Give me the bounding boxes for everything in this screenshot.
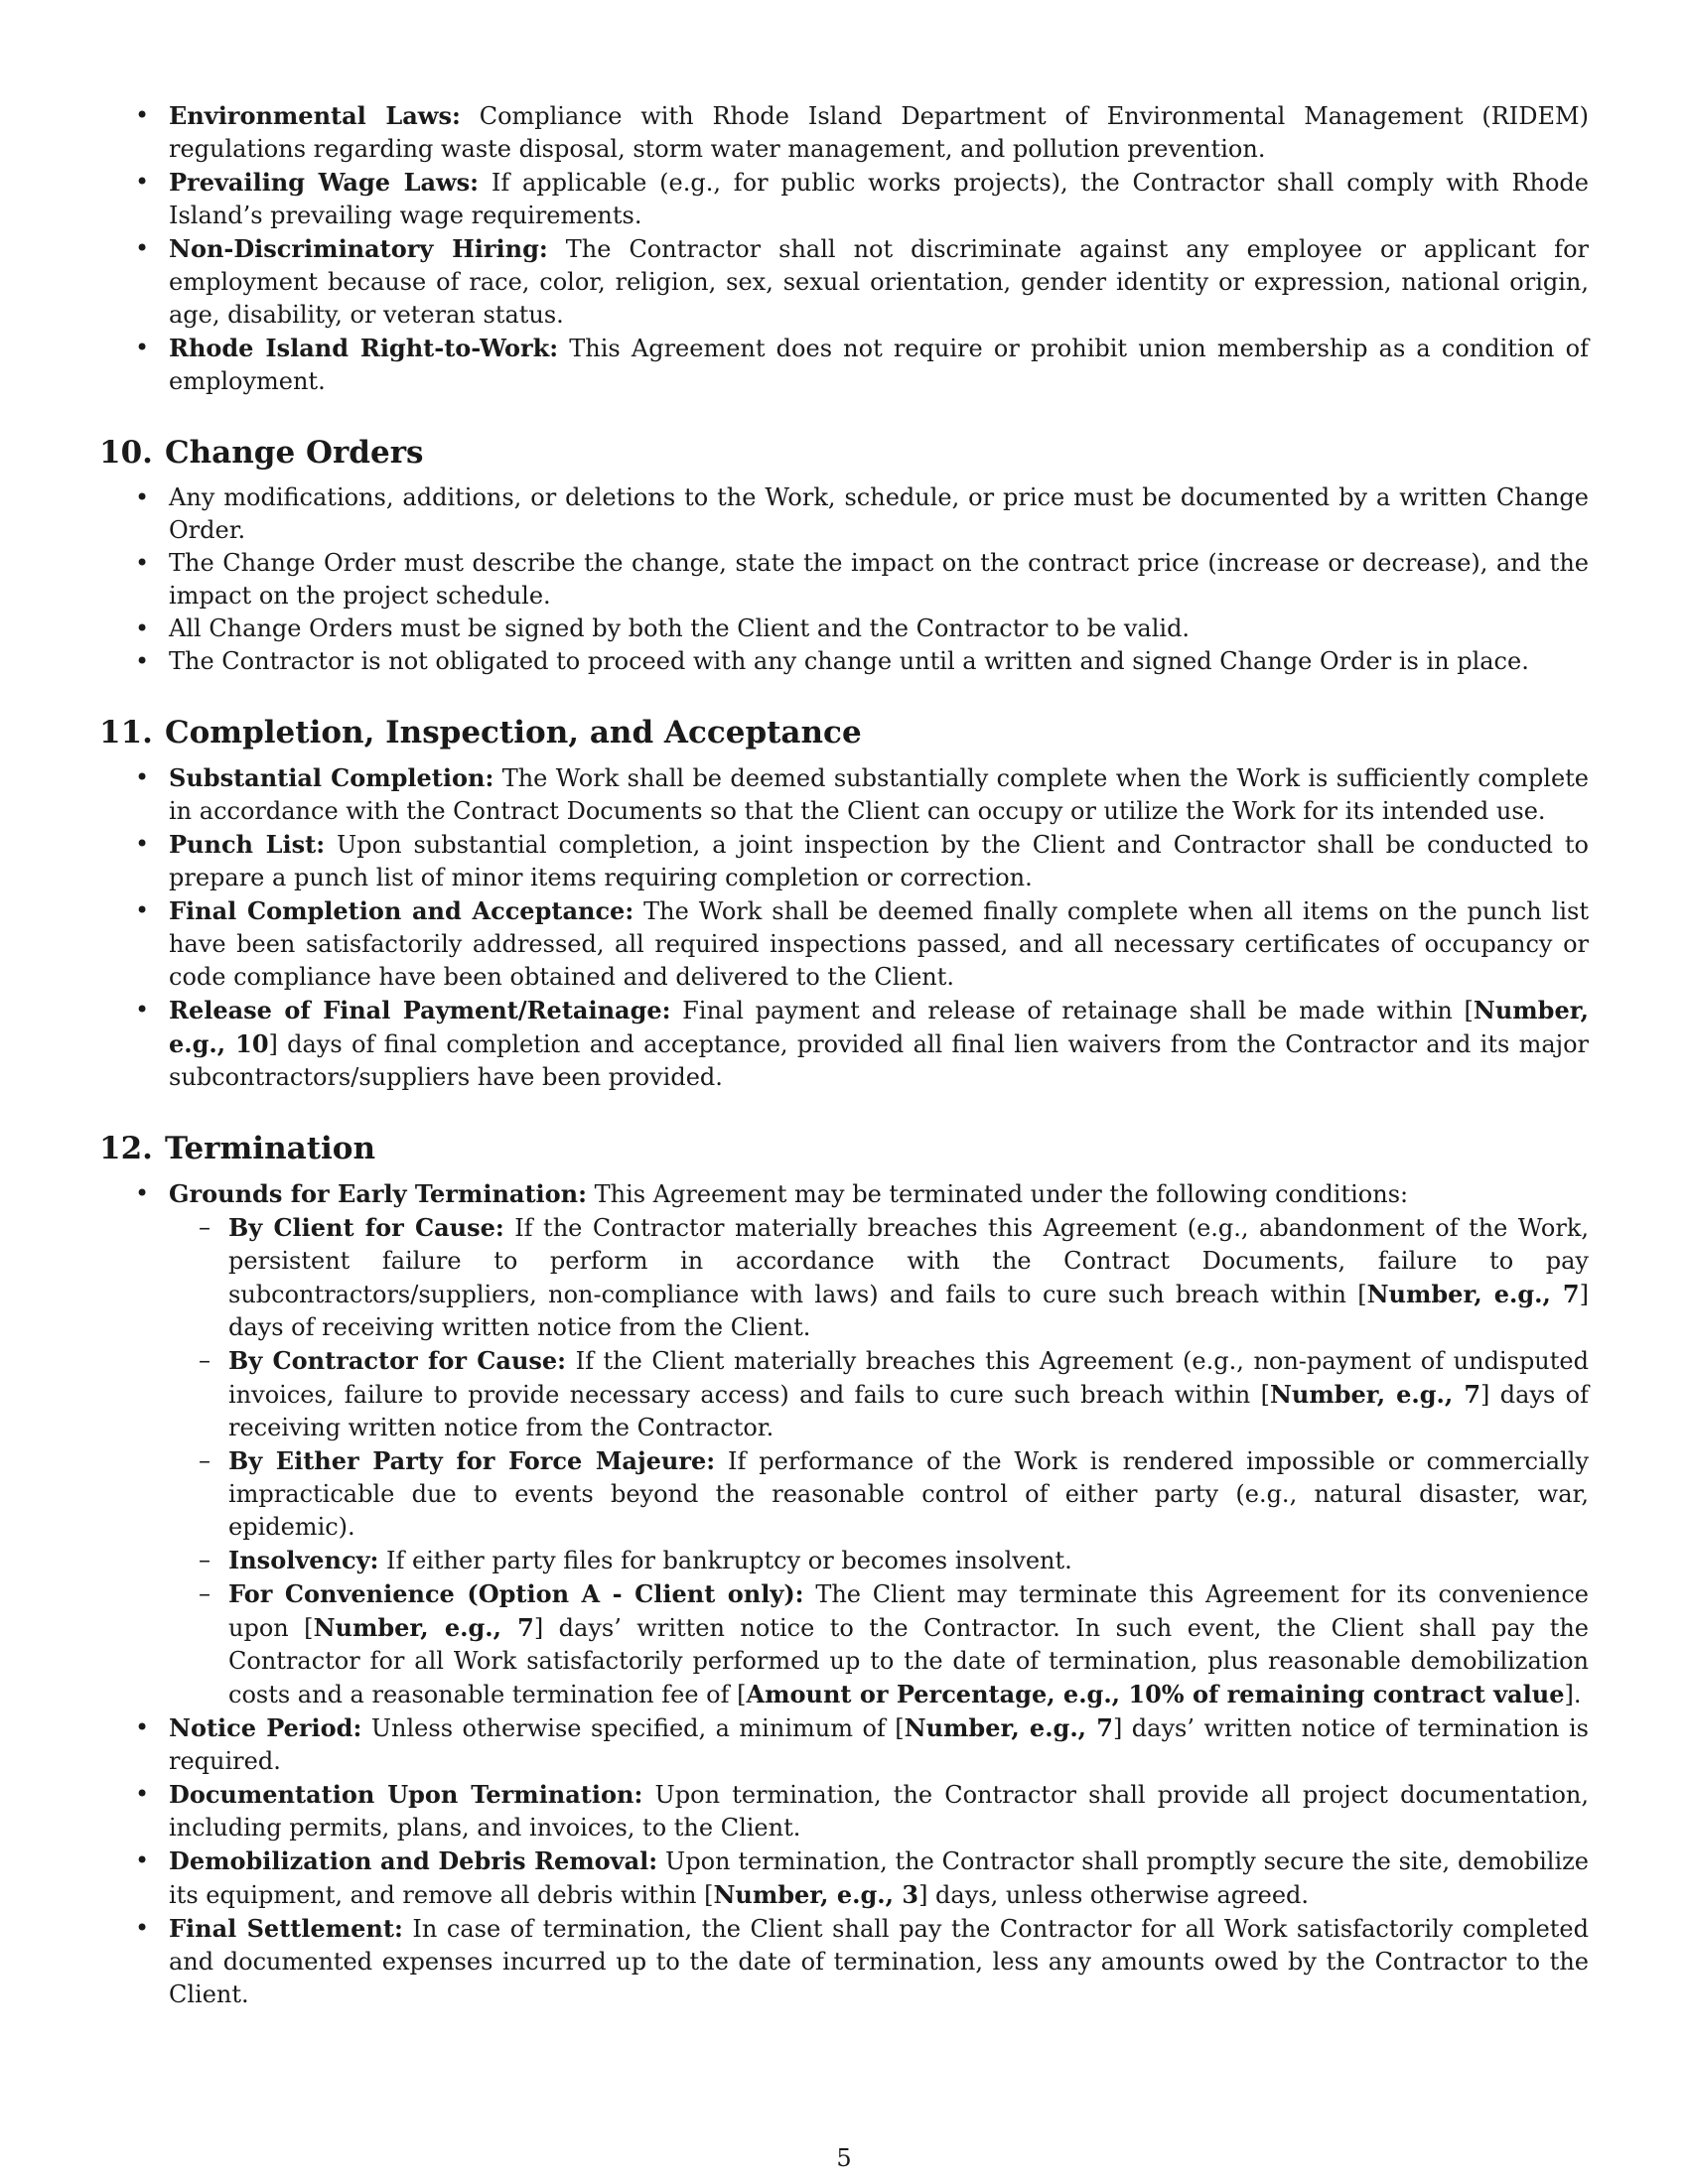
item-label: Notice Period: — [169, 1713, 362, 1742]
list-item: • The Contractor is not obligated to proceed with any change until a written and signed Change Order is in place. — [99, 645, 1589, 678]
item-text: ] days’ written notice of termination is required. — [169, 1714, 1589, 1775]
item-text: In case of termination, the Client shall pay the Contractor for all Work satisfactorily completed and documented expenses incurred up to the date of termination, less any amounts owed by the Contractor to the Client. — [169, 1915, 1589, 2008]
placeholder-text: Number, e.g., 7 — [904, 1713, 1113, 1742]
section-heading-change-orders — [99, 433, 1589, 473]
item-text: Upon substantial completion, a joint inspection by the Client and Contractor shall be conducted to prepare a punch list of minor items requiring completion or correction. — [169, 831, 1589, 891]
item-text: ] days of receiving written notice from the Client. — [228, 1281, 1590, 1341]
list-item — [99, 894, 1589, 994]
termination-list — [99, 1177, 1589, 2011]
item-text: Unless otherwise specified, a minimum of [ — [361, 1714, 905, 1742]
list-item — [99, 1912, 1589, 2011]
section-number: 11. — [99, 715, 153, 751]
item-label: Insolvency: — [228, 1546, 379, 1574]
placeholder-text: Number, e.g., 7 — [1269, 1380, 1481, 1409]
item-text: ]. — [1564, 1681, 1582, 1708]
item-label: By Contractor for Cause: — [228, 1346, 567, 1375]
list-item — [99, 761, 1589, 828]
termination-grounds-sublist — [169, 1211, 1589, 1711]
list-item: • All Change Orders must be signed by both the Client and the Contractor to be valid. — [99, 613, 1589, 645]
item-label: Environmental Laws: — [169, 101, 461, 130]
item-label: Prevailing Wage Laws: — [169, 168, 480, 197]
placeholder-text: Number, e.g., 10 — [169, 996, 1589, 1058]
sublist-item — [169, 1211, 1589, 1344]
item-text: The Work shall be deemed finally complete when all items on the punch list have been satisfactorily addressed, all required inspections passed, and all necessary certificates of occupancy or code compliance have been obtained and delivered to the Client. — [169, 897, 1589, 991]
list-item — [99, 232, 1589, 332]
section-number: 10. — [99, 435, 153, 471]
list-item — [99, 99, 1589, 166]
sublist-item — [169, 1344, 1589, 1444]
item-label: By Either Party for Force Majeure: — [228, 1446, 716, 1475]
change-orders-list — [99, 481, 1589, 678]
item-text: The Client may terminate this Agreement for its convenience upon [ — [228, 1580, 1589, 1642]
sublist-item — [169, 1577, 1589, 1711]
item-text: ] days of final completion and acceptance, provided all final lien waivers from the Contractor and its major subcontractors/suppliers have been provided. — [169, 1030, 1590, 1091]
item-text: ] days, unless otherwise agreed. — [918, 1881, 1310, 1909]
item-text: The Work shall be deemed substantially complete when the Work is sufficiently complete in accordance with the Contract Documents so that the Client can occupy or utilize the Work for its intended use. — [169, 764, 1590, 825]
item-label: Documentation Upon Termination: — [169, 1780, 643, 1809]
list-item — [99, 1778, 1589, 1844]
item-text: Final payment and release of retainage shall be made within [ — [670, 997, 1474, 1024]
placeholder-text: Amount or Percentage, e.g., 10% of remaining contract value — [746, 1680, 1565, 1708]
item-label: Release of Final Payment/Retainage: — [169, 996, 671, 1024]
item-text: The Contractor shall not discriminate against any employee or applicant for employment because of race, color, religion, sex, sexual orientation, gender identity or expression, national origin, age, disability, or veteran status. — [169, 235, 1589, 329]
section-title: Completion, Inspection, and Acceptance — [164, 715, 862, 751]
list-item — [99, 1711, 1589, 1778]
compliance-list — [99, 99, 1589, 398]
item-text: Compliance with Rhode Island Department of Environmental Management (RIDEM) regulations regarding waste disposal, storm water management, and pollution prevention. — [169, 102, 1589, 163]
item-text: Upon termination, the Contractor shall provide all project documentation, including permits, plans, and invoices, to the Client. — [169, 1781, 1590, 1842]
document-page — [99, 99, 1589, 2011]
list-item — [99, 166, 1589, 232]
item-label: Grounds for Early Termination: — [169, 1179, 587, 1208]
item-text: Upon termination, the Contractor shall promptly secure the site, demobilize its equipment, and remove all debris within [ — [169, 1847, 1590, 1909]
sublist-item — [169, 1544, 1589, 1577]
item-text: If the Contractor materially breaches this Agreement (e.g., abandonment of the Work, persistent failure to perform in accordance with the Contract Documents, failure to pay subcontractors/suppliers, non-compliance with laws) and fails to cure such breach within [ — [228, 1214, 1589, 1308]
sublist-item — [169, 1444, 1589, 1544]
section-number: 12. — [99, 1131, 153, 1166]
item-text: This Agreement does not require or prohibit union membership as a condition of employment. — [169, 335, 1589, 395]
item-label: Demobilization and Debris Removal: — [169, 1846, 658, 1875]
list-item — [99, 1844, 1589, 1912]
page-number: 5 — [836, 2144, 852, 2172]
section-title: Change Orders — [164, 435, 424, 471]
placeholder-text: Number, e.g., 7 — [1366, 1280, 1580, 1308]
section-heading-termination — [99, 1129, 1589, 1168]
item-label: By Client for Cause: — [228, 1213, 504, 1242]
item-label: Rhode Island Right-to-Work: — [169, 334, 559, 362]
item-text: If applicable (e.g., for public works projects), the Contractor shall comply with Rhode Island’s prevailing wage requirements. — [169, 169, 1589, 229]
list-item — [99, 1177, 1589, 1711]
list-item: • Any modifications, additions, or deletions to the Work, schedule, or price must be documented by a written Change Order. — [99, 481, 1589, 547]
item-label: Final Settlement: — [169, 1914, 403, 1943]
section-title: Termination — [164, 1131, 376, 1166]
list-item — [99, 994, 1589, 1094]
item-text: ] days of receiving written notice from the Contractor. — [228, 1381, 1590, 1441]
placeholder-text: Number, e.g., 3 — [713, 1880, 919, 1909]
list-item — [99, 828, 1589, 894]
item-text: If performance of the Work is rendered impossible or commercially impracticable due to events beyond the reasonable control of either party (e.g., natural disaster, war, epidemic). — [228, 1447, 1590, 1541]
list-item: • The Change Order must describe the change, state the impact on the contract price (increase or decrease), and the impact on the project schedule. — [99, 547, 1589, 613]
item-label: For Convenience (Option A - Client only): — [228, 1579, 804, 1608]
item-label: Punch List: — [169, 830, 326, 859]
item-label: Non-Discriminatory Hiring: — [169, 234, 548, 263]
item-text: If either party files for bankruptcy or becomes insolvent. — [378, 1547, 1072, 1574]
item-label: Final Completion and Acceptance: — [169, 896, 634, 925]
placeholder-text: Number, e.g., 7 — [313, 1613, 534, 1642]
completion-list — [99, 761, 1589, 1094]
item-text: If the Client materially breaches this Agreement (e.g., non-payment of undisputed invoices, failure to provide necessary access) and fails to cure such breach within [ — [228, 1347, 1589, 1409]
item-label: Substantial Completion: — [169, 763, 494, 792]
list-item — [99, 332, 1589, 398]
section-heading-completion — [99, 713, 1589, 752]
item-text: This Agreement may be terminated under the following conditions: — [586, 1180, 1409, 1208]
item-text: ] days’ written notice to the Contractor. In such event, the Client shall pay the Contractor for all Work satisfactorily performed up to the date of termination, plus reasonable demobilization costs and a reasonable termination fee of [ — [228, 1614, 1590, 1708]
